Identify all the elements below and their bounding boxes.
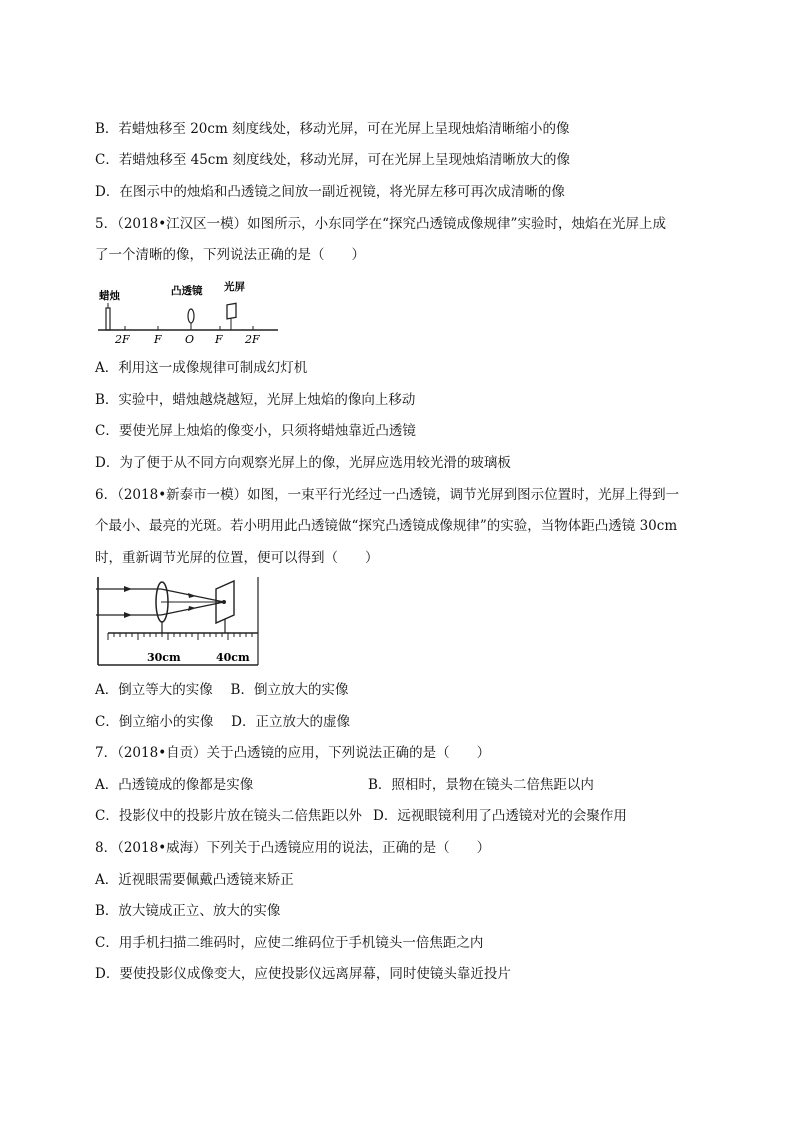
q6-arrow-top xyxy=(124,586,132,592)
q8-stem: 8．（2018•威海）下列关于凸透镜应用的说法，正确的是（ ） xyxy=(95,840,491,856)
q6-label-40cm: 40cm xyxy=(216,651,250,664)
q5-label-screen: 光屏 xyxy=(224,281,245,293)
q7-stem: 7．（2018•自贡）关于凸透镜的应用，下列说法正确的是（ ） xyxy=(95,745,491,761)
q6-ruler-ticks xyxy=(108,633,252,640)
q6-arrow-bottom xyxy=(124,612,132,618)
q5-figure xyxy=(96,278,280,346)
q5-mark-2f-left: 2F xyxy=(115,333,130,346)
q5-option-c: C．要使光屏上烛焰的像变小，只须将蜡烛靠近凸透镜 xyxy=(95,423,416,439)
q5-mark-o: O xyxy=(185,333,195,346)
q5-option-b: B．实验中，蜡烛越烧越短，光屏上烛焰的像向上移动 xyxy=(95,392,416,408)
q7-option-b: B．照相时，景物在镜头二倍焦距以内 xyxy=(368,777,594,793)
q6-stem-line3: 时，重新调节光屏的位置，便可以得到（ ） xyxy=(95,550,379,566)
q5-mark-f-right: F xyxy=(215,333,223,346)
q6-light-spot xyxy=(222,600,226,604)
q5-option-d: D．为了便于从不同方向观察光屏上的像，光屏应选用较光滑的玻璃板 xyxy=(95,455,511,471)
q6-stem-line2: 个最小、最亮的光斑。若小明用此凸透镜做“探究凸透镜成像规律”的实验，当物体距凸透镜 30cm xyxy=(95,518,678,534)
q5-label-candle: 蜡烛 xyxy=(99,290,120,302)
q6-figure xyxy=(96,577,262,667)
q5-mark-f-left: F xyxy=(154,333,162,346)
q5-lens xyxy=(188,309,194,323)
q8-option-c: C．用手机扫描二维码时，应使二维码位于手机镜头一倍焦距之内 xyxy=(95,935,484,951)
q4-option-b: B．若蜡烛移至 20cm 刻度线处，移动光屏，可在光屏上呈现烛焰清晰缩小的像 xyxy=(95,121,570,137)
q8-option-a: A．近视眼需要佩戴凸透镜来矫正 xyxy=(95,872,294,888)
q4-option-c: C．若蜡烛移至 45cm 刻度线处，移动光屏，可在光屏上呈现烛焰清晰放大的像 xyxy=(95,152,570,168)
q7-option-c: C．投影仪中的投影片放在镜头二倍焦距以外 xyxy=(95,808,362,824)
q5-stem-line2: 了一个清晰的像，下列说法正确的是（ ） xyxy=(95,247,365,263)
q7-option-a: A．凸透镜成的像都是实像 xyxy=(95,777,254,793)
q8-option-d: D．要使投影仪成像变大，应使投影仪远离屏幕，同时使镜头靠近投片 xyxy=(95,966,511,982)
q6-label-30cm: 30cm xyxy=(147,651,181,664)
q5-candle xyxy=(106,308,110,330)
q4-option-d: D．在图示中的烛焰和凸透镜之间放一副近视镜，将光屏左移可再次成清晰的像 xyxy=(95,184,565,200)
q6-options-cd: C．倒立缩小的实像 D．正立放大的虚像 xyxy=(95,714,350,730)
q5-screen xyxy=(227,303,236,319)
q6-options-ab: A．倒立等大的实像 B．倒立放大的实像 xyxy=(95,682,349,698)
q7-option-d: D．远视眼镜利用了凸透镜对光的会聚作用 xyxy=(373,808,627,824)
q8-option-b: B．放大镜成正立、放大的实像 xyxy=(95,903,281,919)
q5-label-lens: 凸透镜 xyxy=(171,285,203,297)
q5-option-a: A．利用这一成像规律可制成幻灯机 xyxy=(95,360,308,376)
q5-stem-line1: 5．（2018•江汉区一模）如图所示，小东同学在“探究凸透镜成像规律”实验时，烛焰在光屏上成 xyxy=(95,216,666,232)
q6-stem-line1: 6．（2018•新泰市一模）如图，一束平行光经过一凸透镜，调节光屏到图示位置时，光屏上得到一 xyxy=(95,487,680,503)
q5-mark-2f-right: 2F xyxy=(245,333,260,346)
